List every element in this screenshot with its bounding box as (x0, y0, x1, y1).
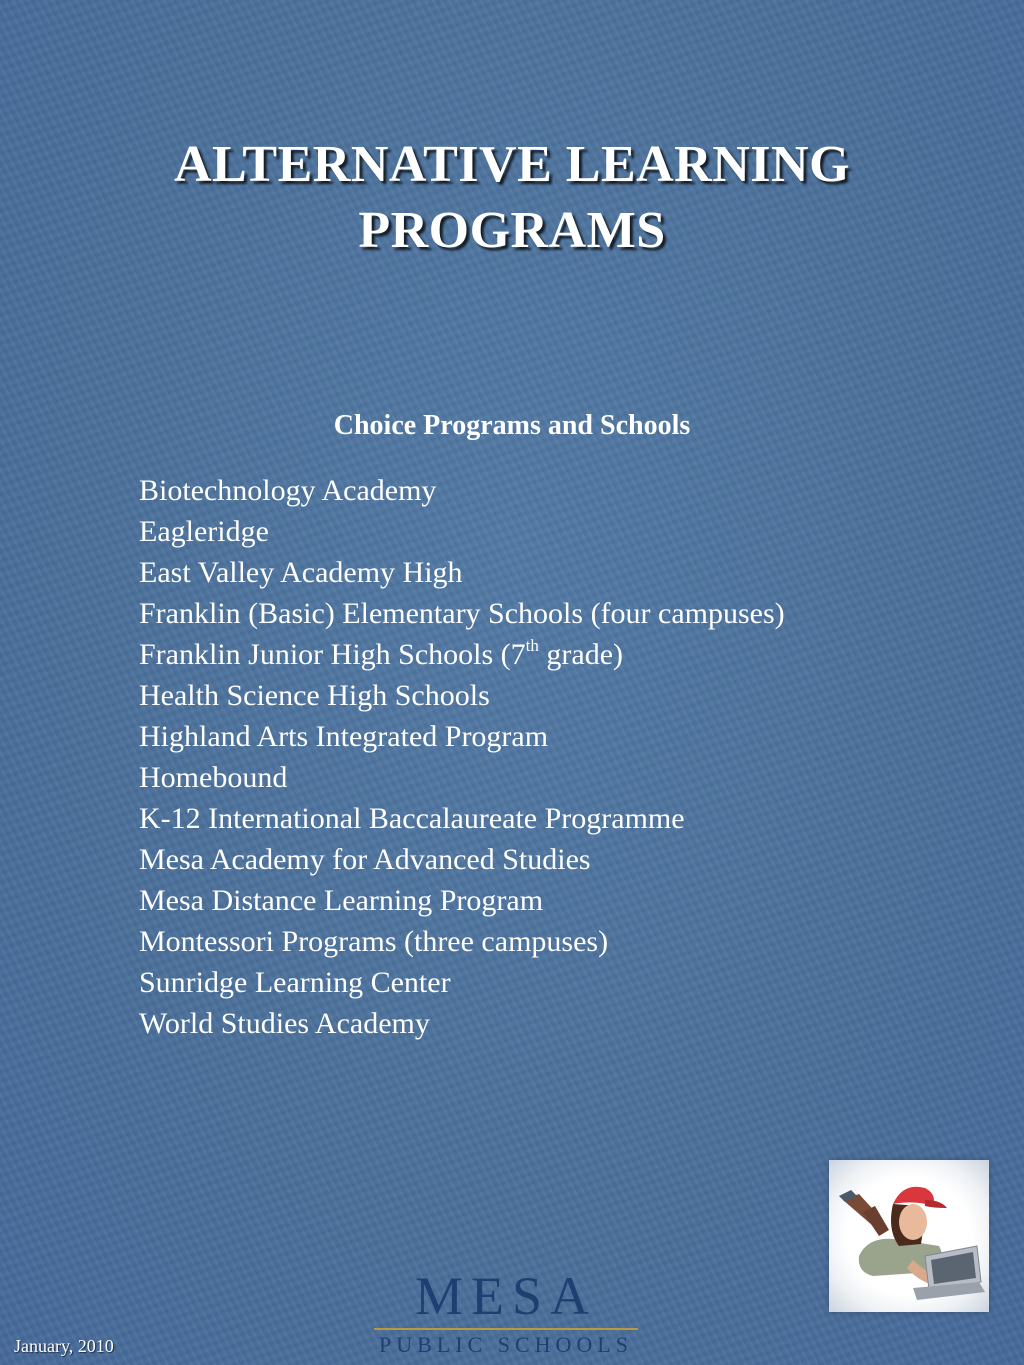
footer-date: January, 2010 (14, 1336, 114, 1356)
program-item-superscript: th (525, 636, 539, 655)
program-item: Highland Arts Integrated Program (139, 720, 549, 753)
program-list (139, 470, 785, 1044)
logo-main-text: MESA (414, 1266, 598, 1326)
program-item: Biotechnology Academy (139, 474, 437, 507)
program-item: Health Science High Schools (139, 679, 490, 712)
program-item: Sunridge Learning Center (139, 966, 451, 999)
program-item: Franklin (Basic) Elementary Schools (four campuses) (139, 597, 785, 630)
program-item: East Valley Academy High (139, 556, 463, 589)
cap-brim-shape (925, 1200, 947, 1208)
program-item-text-end: grade) (538, 638, 624, 671)
student-laptop-photo (829, 1160, 989, 1312)
slide-title (60, 132, 964, 264)
program-item: K-12 International Baccalaureate Programme (139, 802, 685, 835)
program-item (139, 634, 785, 675)
slide-title-line-1: ALTERNATIVE LEARNING (173, 136, 851, 193)
program-item: Mesa Distance Learning Program (139, 884, 544, 917)
program-item: Mesa Academy for Advanced Studies (139, 843, 591, 876)
program-item-text: Franklin Junior High Schools (7 (139, 638, 526, 671)
program-item: Montessori Programs (three campuses) (139, 925, 609, 958)
slide-subtitle: Choice Programs and Schools (333, 410, 691, 441)
program-item: World Studies Academy (139, 1007, 430, 1040)
program-item: Eagleridge (139, 515, 269, 548)
mesa-public-schools-logo (372, 1266, 640, 1362)
student-laptop-illustration (829, 1160, 989, 1312)
leg-shape (863, 1206, 889, 1236)
program-item: Homebound (139, 761, 288, 794)
face-shape (899, 1204, 927, 1240)
slide-title-line-2: PROGRAMS (358, 202, 666, 259)
logo-sub-text: PUBLIC SCHOOLS (379, 1332, 633, 1357)
